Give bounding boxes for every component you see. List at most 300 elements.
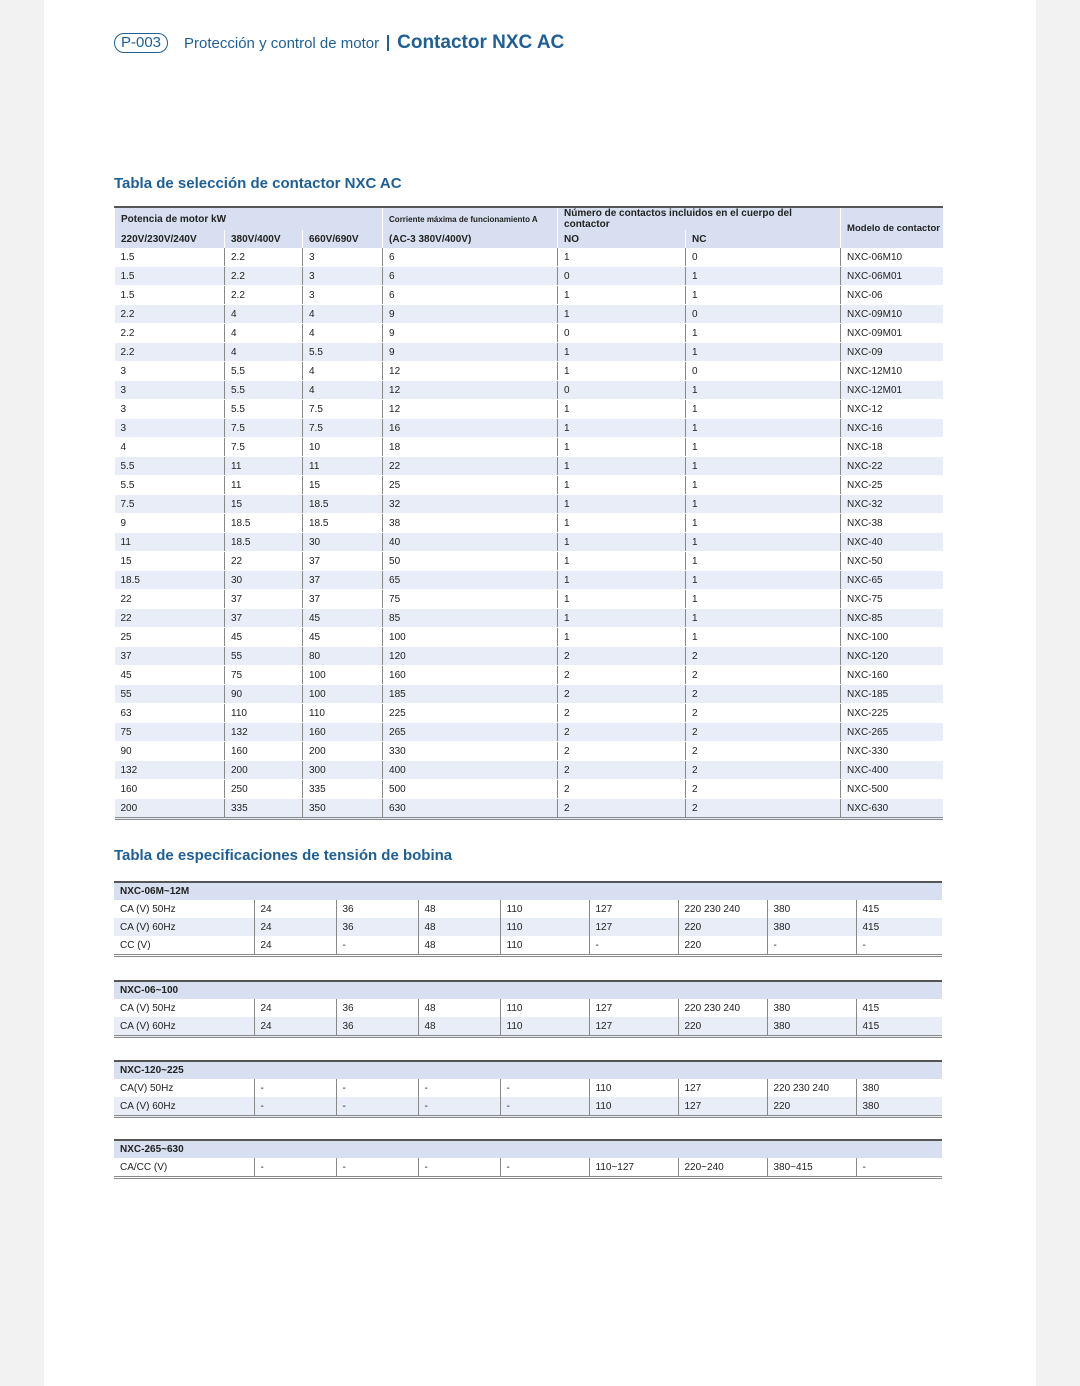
table-cell: 2 [686, 761, 841, 780]
table-cell: 9 [383, 305, 558, 324]
header-power: Potencia de motor kW [115, 207, 383, 230]
table-cell: 220~240 [678, 1158, 767, 1178]
table-row [115, 305, 943, 324]
table-cell: 75 [383, 590, 558, 609]
table-cell: 0 [558, 267, 686, 286]
table-cell: 16 [383, 419, 558, 438]
table-row [115, 400, 943, 419]
table-cell: 1 [686, 343, 841, 362]
table-cell: 265 [383, 723, 558, 742]
table-row [115, 761, 943, 780]
table-cell: 1 [686, 533, 841, 552]
table-cell: 200 [303, 742, 383, 761]
coil-table-06m-12m [114, 881, 942, 957]
table-row [115, 685, 943, 704]
table-cell: 36 [336, 999, 418, 1017]
table-cell: 2 [558, 761, 686, 780]
table-row [114, 918, 942, 936]
table-cell: 415 [856, 1017, 942, 1037]
table-row [115, 343, 943, 362]
table-row [115, 248, 943, 267]
table-row [114, 1097, 942, 1117]
header-660v: 660V/690V [303, 230, 383, 248]
table-cell: NXC-12 [841, 400, 943, 419]
table-cell: 36 [336, 918, 418, 936]
table-row [115, 286, 943, 305]
table-cell: 110 [500, 918, 589, 936]
table-cell: 30 [303, 533, 383, 552]
table-cell: 1 [558, 286, 686, 305]
table-row [115, 780, 943, 799]
table-cell: 400 [383, 761, 558, 780]
table-cell: 1.5 [115, 267, 225, 286]
table-cell: 1 [686, 514, 841, 533]
table-cell: NXC-25 [841, 476, 943, 495]
table-cell: - [254, 1158, 336, 1178]
table-cell: 500 [383, 780, 558, 799]
header-nc: NC [686, 230, 841, 248]
table-cell: 1 [686, 628, 841, 647]
table-cell: NXC-12M10 [841, 362, 943, 381]
table-cell: NXC-85 [841, 609, 943, 628]
table-row [115, 590, 943, 609]
table-row [114, 936, 942, 956]
selection-table-title: Tabla de selección de contactor NXC AC [114, 175, 402, 192]
table-cell: 0 [558, 381, 686, 400]
table-cell: NXC-40 [841, 533, 943, 552]
table-cell: NXC-06 [841, 286, 943, 305]
table-cell: 100 [383, 628, 558, 647]
table-cell: - [254, 1097, 336, 1117]
table-cell: 4 [225, 343, 303, 362]
coil-section-title: Tabla de especificaciones de tensión de bobina [114, 847, 453, 864]
table-cell: 2.2 [115, 343, 225, 362]
table-cell: 1 [686, 609, 841, 628]
table-cell: 24 [254, 900, 336, 918]
table-cell: 3 [115, 381, 225, 400]
table-cell: NXC-32 [841, 495, 943, 514]
table-cell: - [418, 1097, 500, 1117]
table-cell: 415 [856, 900, 942, 918]
table-row [115, 514, 943, 533]
table-cell: 22 [383, 457, 558, 476]
table-cell: 1 [686, 267, 841, 286]
table-row [115, 628, 943, 647]
table-cell: NXC-630 [841, 799, 943, 819]
table-row [115, 476, 943, 495]
table-cell: 1 [686, 457, 841, 476]
table-cell: 160 [383, 666, 558, 685]
header-380v: 380V/400V [225, 230, 303, 248]
coil-table-title: NXC-120~225 [114, 1061, 942, 1079]
table-cell: 3 [115, 400, 225, 419]
table-cell: 55 [115, 685, 225, 704]
table-cell: 0 [686, 362, 841, 381]
table-cell: 1 [686, 381, 841, 400]
table-row [115, 362, 943, 381]
table-cell: 132 [225, 723, 303, 742]
table-cell: 2.2 [225, 286, 303, 305]
table-row [115, 324, 943, 343]
table-cell: 160 [115, 780, 225, 799]
table-cell: 0 [686, 305, 841, 324]
table-row [115, 647, 943, 666]
table-cell: 90 [115, 742, 225, 761]
coil-table-06-100 [114, 980, 942, 1038]
table-cell: - [418, 1079, 500, 1097]
table-cell: 220 230 240 [767, 1079, 856, 1097]
table-cell: 1 [686, 571, 841, 590]
table-cell: 127 [678, 1079, 767, 1097]
page-code-badge: P-003 [114, 33, 168, 53]
table-cell: 1 [686, 476, 841, 495]
table-cell: 110~127 [589, 1158, 678, 1178]
table-row [115, 267, 943, 286]
table-cell: CA (V) 60Hz [114, 1017, 254, 1037]
table-cell: 200 [225, 761, 303, 780]
table-cell: 48 [418, 1017, 500, 1037]
table-cell: 2 [558, 723, 686, 742]
table-cell: 9 [383, 343, 558, 362]
table-cell: - [500, 1097, 589, 1117]
table-cell: 25 [115, 628, 225, 647]
table-cell: 1 [558, 514, 686, 533]
table-cell: 2 [558, 704, 686, 723]
coil-table-title: NXC-06M~12M [114, 882, 942, 900]
table-cell: 7.5 [115, 495, 225, 514]
table-row [115, 742, 943, 761]
table-cell: 2 [686, 780, 841, 799]
table-cell: - [418, 1158, 500, 1178]
table-cell: 1.5 [115, 248, 225, 267]
table-cell: 3 [303, 248, 383, 267]
table-cell: 6 [383, 267, 558, 286]
table-cell: 37 [115, 647, 225, 666]
table-cell: 2 [686, 666, 841, 685]
table-cell: 1 [558, 305, 686, 324]
table-cell: 18 [383, 438, 558, 457]
table-cell: 48 [418, 918, 500, 936]
table-cell: NXC-330 [841, 742, 943, 761]
table-cell: 127 [678, 1097, 767, 1117]
table-cell: 30 [225, 571, 303, 590]
table-cell: 5.5 [225, 362, 303, 381]
table-cell: 1 [558, 343, 686, 362]
table-cell: 630 [383, 799, 558, 819]
table-cell: NXC-22 [841, 457, 943, 476]
table-cell: 100 [303, 666, 383, 685]
header-model: Modelo de contactor [841, 207, 943, 248]
table-row [114, 1158, 942, 1178]
table-cell: 110 [589, 1097, 678, 1117]
table-row [115, 419, 943, 438]
table-cell: 110 [589, 1079, 678, 1097]
table-cell: 380 [856, 1079, 942, 1097]
header-row-2 [115, 230, 943, 248]
table-cell: 18.5 [303, 514, 383, 533]
table-cell: 45 [303, 628, 383, 647]
table-cell: 12 [383, 400, 558, 419]
table-cell: 220 [678, 936, 767, 956]
table-cell: 160 [225, 742, 303, 761]
table-cell: 1 [558, 476, 686, 495]
table-cell: 4 [303, 381, 383, 400]
page-header [114, 32, 564, 54]
table-cell: 380~415 [767, 1158, 856, 1178]
table-cell: 24 [254, 936, 336, 956]
table-cell: NXC-50 [841, 552, 943, 571]
table-cell: 5.5 [225, 381, 303, 400]
table-row [115, 533, 943, 552]
table-cell: 127 [589, 1017, 678, 1037]
table-cell: CA (V) 60Hz [114, 918, 254, 936]
table-cell: 24 [254, 918, 336, 936]
table-cell: CA (V) 50Hz [120, 903, 176, 915]
table-cell: 1 [686, 400, 841, 419]
table-cell: 350 [303, 799, 383, 819]
table-cell: - [856, 1158, 942, 1178]
table-cell: 2 [686, 704, 841, 723]
table-cell: 300 [303, 761, 383, 780]
table-cell: 18.5 [303, 495, 383, 514]
coil-table-265-630 [114, 1139, 942, 1179]
table-row [114, 1017, 942, 1037]
table-cell: 7.5 [225, 438, 303, 457]
table-cell: 45 [115, 666, 225, 685]
table-cell: 110 [500, 1017, 589, 1037]
table-cell: 2 [686, 742, 841, 761]
table-cell: CA (V) 60Hz [114, 1097, 254, 1117]
table-cell: CA (V) 50Hz [120, 1002, 176, 1014]
table-cell: 18.5 [225, 533, 303, 552]
table-cell: NXC-09 [841, 343, 943, 362]
table-cell: 45 [303, 609, 383, 628]
table-cell: NXC-120 [841, 647, 943, 666]
table-cell: 4 [303, 362, 383, 381]
table-cell: 335 [303, 780, 383, 799]
coil-table-title: NXC-265~630 [114, 1140, 942, 1158]
table-cell: 220 [678, 918, 767, 936]
table-cell: 1 [558, 400, 686, 419]
table-cell: 110 [500, 999, 589, 1017]
table-cell: NXC-16 [841, 419, 943, 438]
table-cell: 4 [225, 324, 303, 343]
table-cell: NXC-09M01 [841, 324, 943, 343]
table-cell: 220 230 240 [678, 900, 767, 918]
table-cell: 37 [303, 590, 383, 609]
table-row [114, 999, 942, 1017]
table-cell: CA/CC (V) [120, 1161, 168, 1173]
table-cell: 2 [686, 799, 841, 819]
table-cell: NXC-65 [841, 571, 943, 590]
table-cell: 24 [254, 999, 336, 1017]
table-cell: - [856, 936, 942, 956]
table-cell: NXC-225 [841, 704, 943, 723]
table-cell: 3 [115, 419, 225, 438]
table-cell: 380 [856, 1097, 942, 1117]
table-cell: 11 [225, 457, 303, 476]
table-cell: 18.5 [115, 571, 225, 590]
table-cell: NXC-06M10 [841, 248, 943, 267]
table-cell: 0 [686, 248, 841, 267]
table-cell: 65 [383, 571, 558, 590]
table-cell: 7.5 [303, 400, 383, 419]
table-cell: 2 [686, 723, 841, 742]
table-cell: NXC-400 [841, 761, 943, 780]
table-cell: 55 [225, 647, 303, 666]
table-cell: 25 [383, 476, 558, 495]
table-cell: NXC-100 [841, 628, 943, 647]
table-cell: 15 [225, 495, 303, 514]
table-cell: 380 [767, 900, 856, 918]
table-cell: 37 [303, 571, 383, 590]
table-cell: 1 [686, 286, 841, 305]
table-cell: 40 [383, 533, 558, 552]
table-cell: NXC-75 [841, 590, 943, 609]
table-cell: 5.5 [115, 476, 225, 495]
table-cell: 225 [383, 704, 558, 723]
table-cell: 127 [589, 999, 678, 1017]
table-cell: 1 [558, 362, 686, 381]
table-cell: 75 [115, 723, 225, 742]
table-cell: 48 [418, 936, 500, 956]
table-cell: 335 [225, 799, 303, 819]
table-cell: 1 [686, 552, 841, 571]
table-cell: 3 [303, 267, 383, 286]
table-row [115, 571, 943, 590]
table-cell: 18.5 [225, 514, 303, 533]
coil-table-title: NXC-06~100 [114, 981, 942, 999]
table-cell: 37 [225, 590, 303, 609]
table-cell: 120 [383, 647, 558, 666]
table-row [114, 1079, 942, 1097]
table-cell: 2 [686, 647, 841, 666]
table-cell: 220 [678, 1017, 767, 1037]
table-cell: 1 [686, 495, 841, 514]
table-cell: 9 [383, 324, 558, 343]
table-cell: 380 [767, 918, 856, 936]
document-title: Contactor NXC AC [397, 32, 565, 53]
header-divider [387, 35, 389, 51]
table-cell: 5.5 [115, 457, 225, 476]
selection-table-body [115, 248, 943, 819]
table-cell: NXC-38 [841, 514, 943, 533]
table-row [115, 609, 943, 628]
table-cell: NXC-160 [841, 666, 943, 685]
table-cell: NXC-265 [841, 723, 943, 742]
table-cell: CA(V) 50Hz [120, 1082, 174, 1094]
table-cell: 6 [383, 286, 558, 305]
table-cell: 2 [558, 799, 686, 819]
table-cell: 160 [303, 723, 383, 742]
table-cell: 7.5 [303, 419, 383, 438]
table-row [115, 666, 943, 685]
table-cell: 220 230 240 [678, 999, 767, 1017]
table-cell: 3 [115, 362, 225, 381]
table-cell: 11 [225, 476, 303, 495]
table-cell: 4 [225, 305, 303, 324]
table-cell: 1 [558, 628, 686, 647]
header-row-1 [115, 207, 943, 230]
header-ac3: (AC-3 380V/400V) [383, 230, 558, 248]
table-cell: 12 [383, 381, 558, 400]
table-row [115, 381, 943, 400]
table-cell: 2 [558, 685, 686, 704]
table-cell: 85 [383, 609, 558, 628]
table-cell: 1 [558, 552, 686, 571]
table-cell: 12 [383, 362, 558, 381]
table-cell: 36 [336, 1017, 418, 1037]
table-cell: 1 [558, 438, 686, 457]
table-cell: 15 [303, 476, 383, 495]
table-cell: 1 [558, 533, 686, 552]
table-cell: 185 [383, 685, 558, 704]
table-cell: 5.5 [225, 400, 303, 419]
table-cell: 2.2 [115, 305, 225, 324]
table-cell: 15 [115, 552, 225, 571]
table-cell: - [500, 1158, 589, 1178]
table-cell: 1 [558, 590, 686, 609]
table-row [115, 495, 943, 514]
table-cell: 1 [686, 590, 841, 609]
table-cell: 48 [418, 999, 500, 1017]
table-cell: 10 [303, 438, 383, 457]
table-cell: 1 [558, 495, 686, 514]
table-cell: 1 [558, 419, 686, 438]
table-cell: - [254, 1079, 336, 1097]
table-cell: 4 [115, 438, 225, 457]
table-cell: NXC-500 [841, 780, 943, 799]
table-cell: 80 [303, 647, 383, 666]
table-cell: 32 [383, 495, 558, 514]
table-cell: 2 [558, 742, 686, 761]
table-cell: 9 [115, 514, 225, 533]
table-cell: 75 [225, 666, 303, 685]
table-cell: NXC-185 [841, 685, 943, 704]
table-cell: 4 [303, 305, 383, 324]
table-cell: 45 [225, 628, 303, 647]
table-cell: CC (V) [120, 939, 151, 951]
table-cell: NXC-06M01 [841, 267, 943, 286]
table-cell: 37 [225, 609, 303, 628]
table-cell: 1 [558, 571, 686, 590]
table-row [115, 457, 943, 476]
table-cell: 127 [589, 918, 678, 936]
table-cell: 2 [558, 647, 686, 666]
table-cell: NXC-09M10 [841, 305, 943, 324]
table-cell: 38 [383, 514, 558, 533]
table-cell: - [767, 936, 856, 956]
table-cell: 330 [383, 742, 558, 761]
table-row [115, 799, 943, 819]
table-cell: 24 [254, 1017, 336, 1037]
table-cell: 415 [856, 999, 942, 1017]
table-cell: 1.5 [115, 286, 225, 305]
table-cell: - [500, 1079, 589, 1097]
table-cell: 22 [115, 590, 225, 609]
table-cell: 200 [115, 799, 225, 819]
table-cell: 220 [767, 1097, 856, 1117]
table-cell: 127 [589, 900, 678, 918]
table-cell: 110 [225, 704, 303, 723]
table-cell: 2 [558, 666, 686, 685]
table-cell: 3 [303, 286, 383, 305]
table-cell: 1 [686, 438, 841, 457]
header-current: Corriente máxima de funcionamiento A [383, 207, 558, 230]
header-contacts: Número de contactos incluidos en el cuerpo del contactor [558, 207, 841, 230]
table-cell: NXC-18 [841, 438, 943, 457]
coil-table-120-225 [114, 1060, 942, 1118]
